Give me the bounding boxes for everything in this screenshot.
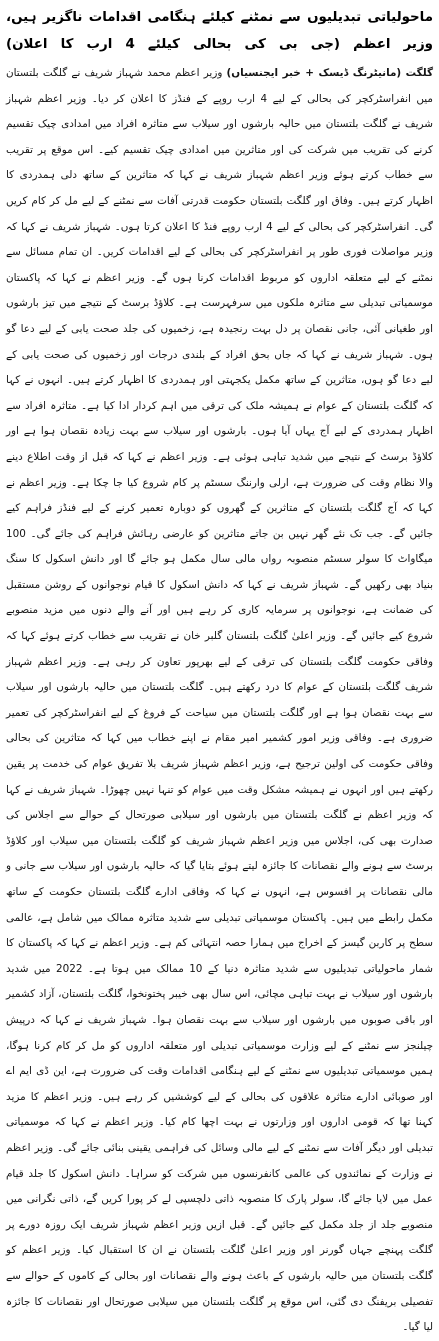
dateline: گلگت (مانیٹرنگ ڈیسک + خبر ایجنسیاں) [226, 67, 433, 79]
headline: ماحولیاتی تبدیلیوں سے نمٹنے کیلئے ہنگامی اقدامات ناگزیر ہیں، وزیر اعظم (جی بی کی بحالی کیلئے 4 ارب کا اعلان) [6, 10, 433, 52]
article-text: وزیر اعظم محمد شہباز شریف نے گلگت بلتستان میں انفراسٹرکچر کی بحالی کے لیے 4 ارب روپے کے فنڈز کا اعلان کر دیا۔ وزیر اعظم شہباز شریف نے گلگت بلتستان میں حالیہ بارشوں اور سیلاب سے متاثرہ افراد میں امدادی چیک تقسیم کرنے کی تقریب میں شرکت کی اور متاثرین میں امدادی چیک تقسیم کیے۔ اس موقع پر تقریب سے خطاب کرتے ہوئے وزیر اعظم شہباز شریف نے کہا کہ متاثرین کے ساتھ دلی ہمدردی کا اظہار کرتے ہیں۔ وفاق اور گلگت بلتستان حکومت قدرتی آفات سے نمٹنے کے لیے مل کر کام کریں گی۔ انفراسٹرکچر کی بحالی کے لیے 4 ارب روپے فنڈ کا اعلان کرتا ہوں۔ شہباز شریف نے کہا کہ وزیر مواصلات فوری طور پر انفراسٹرکچر کی بحالی کے لیے اقدامات کریں۔ ان تمام مسائل سے نمٹنے کے لیے متعلقہ اداروں کو مربوط اقدامات کرنا ہوں گے۔ وزیر اعظم نے کہا کہ پاکستان موسمیاتی تبدیلی سے متاثرہ ملکوں میں سرفہرست ہے۔ کلاؤڈ برسٹ کے نتیجے میں تیز بارشوں اور طغیانی آئی، جانی نقصان پر دل بہت رنجیدہ ہے، زخمیوں کی جلد صحت یابی کے لیے دعا گو ہوں۔ شہباز شریف نے کہا کہ جاں بحق افراد کے بلندی درجات اور زخمیوں کی صحت یابی کے لیے دعا گو ہوں، متاثرین کے ساتھ مکمل یکجہتی اور ہمدردی کا اظہار کرتے ہیں۔ انہوں نے کہا کہ گلگت بلتستان کے عوام نے ہمیشہ ملک کی ترقی میں اہم کردار ادا کیا ہے۔ متاثرہ افراد سے اظہار ہمدردی کے لیے آج یہاں آیا ہوں۔ بارشوں اور سیلاب سے بہت زیادہ نقصان ہوا ہے اور کلاؤڈ برسٹ کے نتیجے میں شدید تباہی ہوئی ہے۔ وزیر اعظم نے کہا کہ قبل از وقت اطلاع دینے والا نظام وقت کی ضرورت ہے، ارلی وارننگ سسٹم پر کام شروع کیا جا چکا ہے۔ وزیر اعظم نے کہا کہ آج گلگت بلتستان کے متاثرین کے گھروں کو دوبارہ تعمیر کرنے کے لیے فنڈز فراہم کیے جائیں گے۔ جب تک نئے گھر نہیں بن جاتے متاثرین کو عارضی رہائش فراہم کی جائے گی۔ 100 میگاواٹ کا سولر سسٹم منصوبہ رواں مالی سال مکمل ہو جائے گا اور دانش اسکول کا سنگ بنیاد بھی رکھیں گے۔ شہباز شریف نے کہا کہ دانش اسکول کا قیام نوجوانوں کے روشن مستقبل کی ضمانت ہے، نوجوانوں پر سرمایہ کاری کر رہے ہیں اور آنے والے دنوں میں مزید منصوبے شروع کیے جائیں گے۔ وزیر اعلیٰ گلگت بلتستان گلبر خان نے تقریب سے خطاب کرتے ہوئے کہا کہ وفاقی حکومت گلگت بلتستان کی ترقی کے لیے بھرپور تعاون کر رہی ہے۔ وزیر اعظم شہباز شریف گلگت بلتستان کے عوام کا درد رکھتے ہیں۔ گلگت بلتستان میں حالیہ بارشوں اور سیلاب سے بہت نقصان ہوا ہے اور گلگت بلتستان میں سیاحت کے فروغ کے لیے انفراسٹرکچر کی تعمیر ضروری ہے۔ وفاقی وزیر امور کشمیر امیر مقام نے اپنے خطاب میں کہا کہ متاثرین کی بحالی وفاقی حکومت کی اولین ترجیح ہے، وزیر اعظم شہباز شریف بلا تفریق عوام کی خدمت پر یقین رکھتے ہیں اور انہوں نے ہمیشہ مشکل وقت میں عوام کو تنہا نہیں چھوڑا۔ شہباز شریف نے کہا کہ وزیر اعظم نے گلگت بلتستان میں بارشوں اور سیلابی صورتحال کے حوالے سے اجلاس کی صدارت بھی کی، اجلاس میں وزیر اعظم شہباز شریف کو گلگت بلتستان میں سیلاب اور کلاؤڈ برسٹ سے ہونے والے نقصانات کا جائزہ لیتے ہوئے بتایا گیا کہ حالیہ بارشوں اور سیلاب سے جانی و مالی نقصانات پر افسوس ہے، انہوں نے کہا کہ وفاقی ادارے گلگت بلتستان حکومت کے ساتھ مکمل رابطے میں ہیں۔ پاکستان موسمیاتی تبدیلی سے شدید متاثرہ ممالک میں شامل ہے، عالمی سطح پر کاربن گیسز کے اخراج میں ہمارا حصہ انتہائی کم ہے۔ وزیر اعظم نے کہا کہ پاکستان کا شمار ماحولیاتی تبدیلیوں سے شدید متاثرہ دنیا کے 10 ممالک میں ہوتا ہے۔ 2022 میں شدید بارشوں اور سیلاب نے بہت تباہی مچائی، اس سال بھی خیبر پختونخوا، گلگت بلتستان، آزاد کشمیر اور باقی صوبوں میں بارشوں اور سیلاب سے بہت نقصان ہوا۔ شہباز شریف نے کہا کہ درپیش چیلنجز سے نمٹنے کے لیے وزارت موسمیاتی تبدیلی اور متعلقہ اداروں کو مل کر کام کرنا ہوگا، ہمیں موسمیاتی تبدیلیوں سے نمٹنے کے لیے ہنگامی اقدامات وقت کی ضرورت ہے، این ڈی ایم اے اور صوبائی ادارے متاثرہ علاقوں کی بحالی کے لیے کوششیں کر رہے ہیں۔ وزیر اعظم کا مزید کہنا تھا کہ قومی اداروں اور وزارتوں نے بہت اچھا کام کیا۔ وزیر اعظم نے کہا کہ موسمیاتی تبدیلی اور دیگر آفات سے نمٹنے کے لیے مالی وسائل کی فراہمی یقینی بنائی جائے گی۔ وزیر اعظم نے وزارت کے نمائندوں کی عالمی کانفرنسوں میں شرکت کو سراہا۔ دانش اسکول کا جلد قیام عمل میں لایا جائے گا، سولر پارک کا منصوبہ ذاتی دلچسپی لے کر پورا کریں گے، ذاتی نگرانی میں منصوبے جلد از جلد مکمل کیے جائیں گے۔ قبل ازیں وزیر اعظم شہباز شریف ایک روزہ دورے پر گلگت پہنچے جہاں گورنر اور وزیر اعلیٰ گلگت بلتستان نے ان کا استقبال کیا۔ وزیر اعظم کو گلگت بلتستان میں حالیہ بارشوں کے باعث ہونے والے نقصانات اور بحالی کے کاموں کے حوالے سے تفصیلی بریفنگ دی گئی، اس موقع پر گلگت بلتستان میں سیلابی صورتحال اور نقصانات کا جائزہ لیا گیا۔ [6, 67, 433, 1334]
article-body [6, 61, 433, 1341]
